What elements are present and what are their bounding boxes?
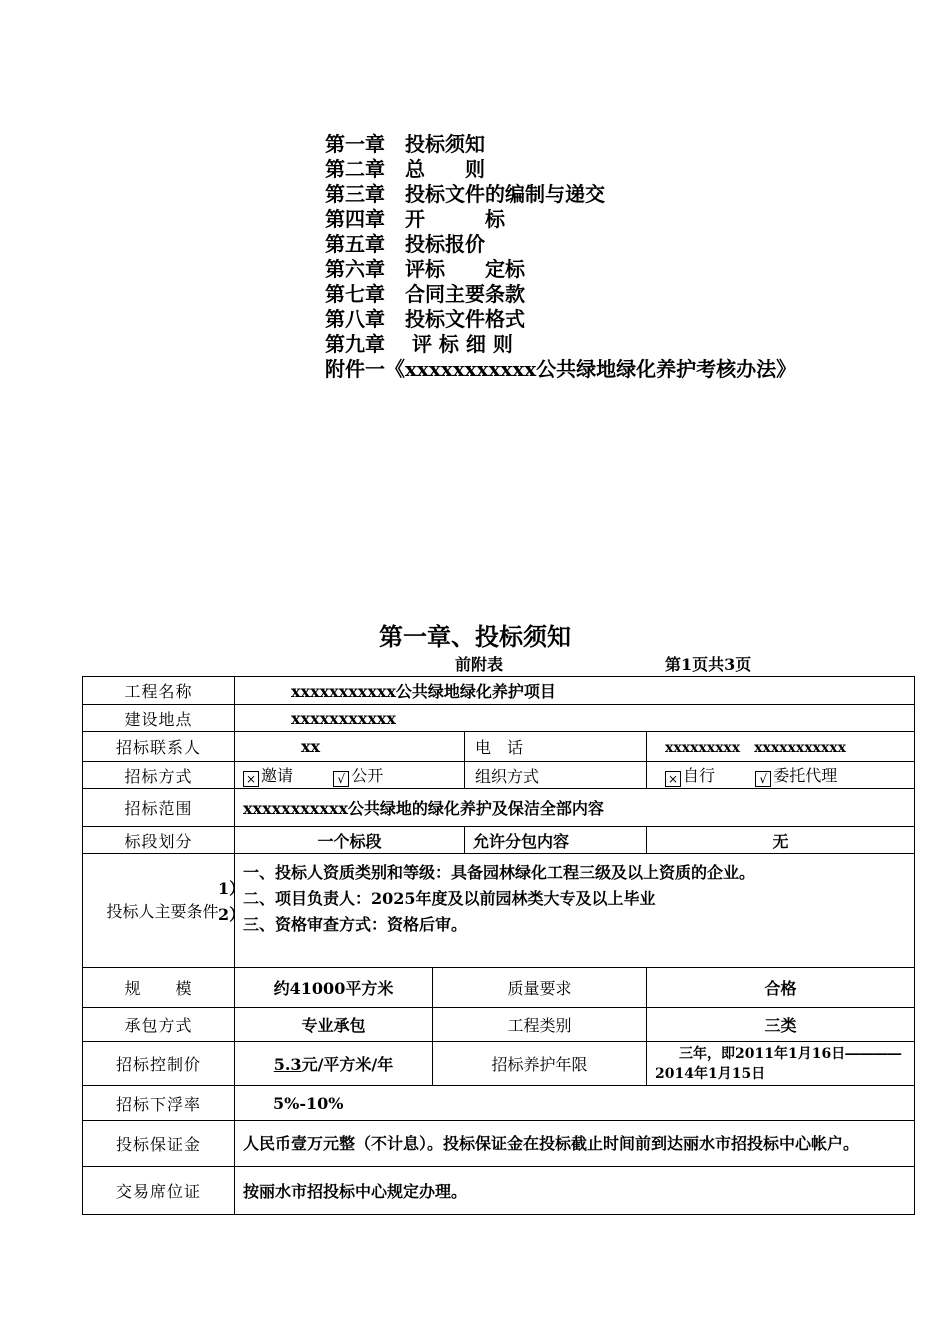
- cell-label: 招标范围: [83, 789, 235, 827]
- cell-value: [235, 854, 915, 968]
- list-marker: 2）: [218, 905, 246, 924]
- table-row: [83, 677, 915, 705]
- page-info: 第1页共3页: [665, 655, 752, 674]
- checkbox-checked[interactable]: √: [755, 771, 771, 787]
- table-of-contents: [325, 132, 796, 382]
- table-row: [83, 762, 915, 789]
- cell-label: 招标联系人: [83, 732, 235, 762]
- cell-options: [235, 762, 465, 789]
- cell-value: 合格: [647, 968, 915, 1008]
- checkbox-unchecked[interactable]: ×: [243, 771, 259, 787]
- front-table: [82, 676, 915, 1215]
- toc-item: 第三章 投标文件的编制与递交: [325, 182, 605, 206]
- price-number: 5.3: [273, 1055, 302, 1074]
- cell-value: 5%-10%: [235, 1086, 915, 1121]
- cell-label: 交易席位证: [83, 1167, 235, 1215]
- cell-label: 招标方式: [83, 762, 235, 789]
- toc-item: 第六章 评标 定标: [325, 257, 525, 281]
- cell-value: 按丽水市招投标中心规定办理。: [235, 1167, 915, 1215]
- option-label: 自行: [683, 766, 716, 785]
- cell-value: xxxxxxxxxxx公共绿地绿化养护项目: [235, 677, 915, 705]
- cell-label: 电 话: [465, 732, 647, 762]
- cell-label: 规 模: [83, 968, 235, 1008]
- cell-value: xxxxxxxxx xxxxxxxxxxx: [647, 732, 915, 762]
- period-line: 2014年1月15日: [655, 1065, 766, 1082]
- option-label: 邀请: [261, 766, 294, 785]
- table-row: [83, 732, 915, 762]
- toc-item: 第八章 投标文件格式: [325, 307, 525, 331]
- cell-label: 工程名称: [83, 677, 235, 705]
- table-row: [83, 1042, 915, 1086]
- cell-label: 投标人主要条件: [83, 854, 235, 968]
- price-unit: 元/平方米/年: [301, 1055, 394, 1074]
- cell-label: 招标控制价: [83, 1042, 235, 1086]
- cell-value: 约41000平方米: [235, 968, 433, 1008]
- table-row: [83, 1086, 915, 1121]
- cell-label: 招标下浮率: [83, 1086, 235, 1121]
- cell-value: xx: [235, 732, 465, 762]
- cell-label: 建设地点: [83, 705, 235, 732]
- condition-line: 一、投标人资质类别和等级：具备园林绿化工程三级及以上资质的企业。: [243, 863, 756, 882]
- table-caption: 前附表: [455, 655, 504, 674]
- condition-line: 二、项目负责人：2025年度及以前园林类大专及以上毕业: [243, 889, 656, 908]
- table-row: [83, 789, 915, 827]
- cell-value: 一个标段: [235, 827, 465, 854]
- cell-label: 工程类别: [433, 1008, 647, 1042]
- toc-item: 附件一《xxxxxxxxxxx公共绿地绿化养护考核办法》: [325, 357, 797, 381]
- table-row: [83, 968, 915, 1008]
- option-label: 公开: [351, 766, 384, 785]
- chapter-title: 第一章、投标须知: [379, 622, 571, 651]
- cell-options: [647, 762, 915, 789]
- cell-value: 无: [647, 827, 915, 854]
- toc-item: 第九章 评 标 细 则: [325, 332, 513, 356]
- cell-label: 承包方式: [83, 1008, 235, 1042]
- cell-label: 组织方式: [465, 762, 647, 789]
- cell-label: 允许分包内容: [465, 827, 647, 854]
- toc-item: 第二章 总 则: [325, 157, 485, 181]
- table-row: [83, 705, 915, 732]
- table-row: [83, 854, 915, 968]
- checkbox-checked[interactable]: √: [333, 771, 349, 787]
- option-label: 委托代理: [773, 766, 838, 785]
- toc-item: 第七章 合同主要条款: [325, 282, 525, 306]
- toc-item: 第四章 开 标: [325, 207, 505, 231]
- condition-line: 三、资格审查方式：资格后审。: [243, 915, 468, 934]
- cell-value: [647, 1042, 915, 1086]
- cell-label: 招标养护年限: [433, 1042, 647, 1086]
- cell-label: 质量要求: [433, 968, 647, 1008]
- cell-value: xxxxxxxxxxx公共绿地的绿化养护及保洁全部内容: [235, 789, 915, 827]
- table-row: [83, 1167, 915, 1215]
- cell-label: 标段划分: [83, 827, 235, 854]
- list-marker: 1）: [218, 879, 246, 898]
- table-row: [83, 1121, 915, 1167]
- cell-value: xxxxxxxxxxx: [235, 705, 915, 732]
- cell-label: 投标保证金: [83, 1121, 235, 1167]
- toc-item: 第五章 投标报价: [325, 232, 485, 256]
- table-row: [83, 1008, 915, 1042]
- period-line: 三年，即2011年1月16日――――: [679, 1045, 902, 1062]
- toc-item: 第一章 投标须知: [325, 132, 485, 156]
- cell-value: 人民币壹万元整（不计息）。投标保证金在投标截止时间前到达丽水市招投标中心帐户。: [235, 1121, 915, 1167]
- cell-value: [235, 1042, 433, 1086]
- cell-value: 三类: [647, 1008, 915, 1042]
- cell-value: 专业承包: [235, 1008, 433, 1042]
- table-row: [83, 827, 915, 854]
- checkbox-unchecked[interactable]: ×: [665, 771, 681, 787]
